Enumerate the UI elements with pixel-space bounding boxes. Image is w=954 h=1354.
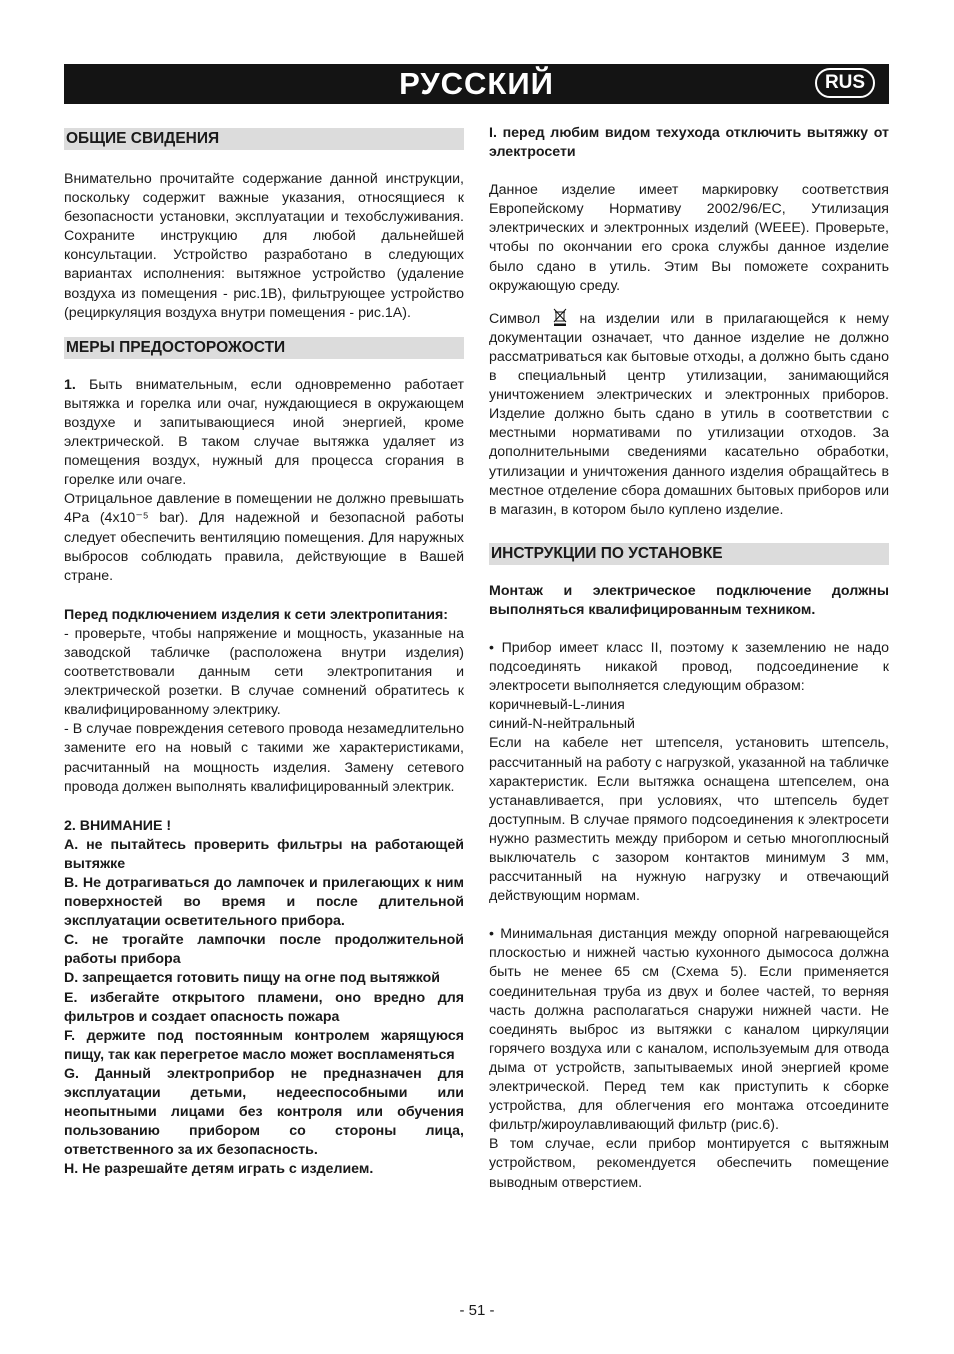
weee-paragraph-2-text: на изделии или в прилагающейся к нему документации означает, что данное изделие не должно рассматриваться как бытовые отходы, а должно быть сдано в специальный центр утилизации, занимающийся уничтожением электрических и электронных приборов. Изделие должно быть сдано в утиль в соответствии с местными нормативами по утилизации отходов. За дополнительными сведениями касательно обработки, утилизации и уничтожения данного изделия обращайтесь в местное отделение сбора домашних бытовых приборов или в магазин, в котором было куплено изделие. xyxy=(489,310,889,518)
before-connect-title: Перед подключением изделия к сети электропитания: xyxy=(64,606,448,623)
general-info-text: Внимательно прочитайте содержание данной инструкции, поскольку содержит важные указания, относящиеся к безопасности установки, эксплуатации и техобслуживания. Сохраните инструкцию для любой дальнейшей консультации. Устройство разработано в следующих вариантах исполнения: вытяжное устройство (удаление воздуха из помещения - рис.1B), фильтрующее устройство (рециркуляция воздуха внутри помещения - рис.1A). xyxy=(64,171,464,321)
attention-item: E. избегайте открытого пламени, оно вредно для фильтров и создает опасность пожара xyxy=(64,989,464,1025)
attention-item: F. держите под постоянным контролем жарящуюся пищу, так как перегретое масло может воспламеняться xyxy=(64,1027,464,1063)
weee-paragraph-2 xyxy=(489,308,889,520)
right-column xyxy=(489,124,889,1193)
page-title: РУССКИЙ xyxy=(399,66,554,101)
attention-item: G. Данный электроприбор не предназначен для эксплуатации детьми, недееспособными или неопытными лицами без контроля или обучения пользованию прибором со стороны лица, ответственного за их безопасность. xyxy=(64,1065,464,1159)
installation-intro: Монтаж и электрическое подключение должны выполняться квалифицированным техником. xyxy=(489,582,889,618)
pressure-note: Отрицальное давление в помещении не должно превышать 4Pa (4x10⁻⁵ bar). Для надежной и безопасной работы следует обеспечить вентиляцию помещения. Для наружных выбросов соблюдать правила, действующие в Вашей стране. xyxy=(64,491,464,584)
left-column xyxy=(64,124,464,1180)
page-number: - 51 - xyxy=(459,1302,495,1319)
section-heading-precautions: МЕРЫ ПРЕДОСТОРОЖОСТИ xyxy=(64,337,464,359)
installation-distance: • Минимальная дистанция между опорной нагревающейся плоскостью и нижней частью кухонного дымососа должна быть не менее 65 см (Схема 5). Если применяется соединительная труба из двух и более частей, то верняя часть должна располагаться снаружи нижней части. Не соединять выброс из вытяжки с каналом циркуляции горячего воздуха или с каналом, используемым для отвода дыма от устройств, запытываемых иной энергией кроме электрической. Перед тем как приступить к сборке устройства, для облегчения его монтажа отсоедините фильтр/жироулавливающий фильтр (рис.6). xyxy=(489,926,889,1134)
wire-blue: синий-N-нейтральный xyxy=(489,716,635,733)
section-heading-installation: ИНСТРУКЦИИ ПО УСТАНОВКЕ xyxy=(489,543,889,565)
installation-class-ii: • Прибор имеет класс II, поэтому к заземлению не надо подсоединять никакой провод, подсоединение к электросети выполняется следующим образом: xyxy=(489,639,889,695)
weee-symbol-label: Символ xyxy=(489,310,541,327)
language-banner xyxy=(64,64,889,104)
wire-brown: коричневый-L-линия xyxy=(489,697,625,714)
maintenance-item-i: I. перед любим видом техухода отключить вытяжку от электросети xyxy=(489,125,889,161)
weee-bin-icon xyxy=(553,308,567,326)
installation-plug: Если на кабеле нет штепселя, установить штепсель, рассчитанный на работу с нагрузкой, указанной на табличке характеристик. Если вытяжка оснащена штепселем, она устанавливается, при условиях, что штепсель будет доступным. В случае прямого подсоединения к электросети нужно разместить между прибором и сетью многоплюсный выключатель с зазором контактов минимум 3 мм, рассчитанный на нужную нагрузку и отвечающий действующим нормам. xyxy=(489,735,889,905)
precaution-1-number: 1. xyxy=(64,376,76,393)
before-connect-item-2: - В случае повреждения сетевого провода незамедлительно замените его на новый с такими же характеристиками, расчитанный на мощность изделия. Замену сетевого провода должен выполнять квалифицированный электрик. xyxy=(64,721,464,795)
attention-item: H. Не разрешайте детям играть с изделием. xyxy=(64,1161,374,1178)
section-heading-general: ОБЩИЕ СВИДЕНИЯ xyxy=(64,128,464,150)
weee-paragraph-1: Данное изделие имеет маркировку соответствия Европейскому Нормативу 2002/96/EC, Утилизация электрических и электронных изделий (WEEE). Проверьте, чтобы по окончании его срока службы данное изделие было сдано в утиль. Этим Вы поможете сохранить окружающую среду. xyxy=(489,182,889,294)
attention-item: B. Не дотрагиваться до лампочек и прилегающих к ним поверхностей во время и после длительной эксплуатации осветительного прибора. xyxy=(64,875,464,930)
attention-title: 2. ВНИМАНИЕ ! xyxy=(64,817,172,834)
before-connect-item-1: - проверьте, чтобы напряжение и мощность, указанные на заводской табличке (расположена внутри изделия) соответствовали данным сети электропитания и электрической розетки. В случае сомнений обратитесь к квалифицированному электрику. xyxy=(64,625,464,719)
attention-item: A. не пытайтесь проверить фильтры на работающей вытяжке xyxy=(64,836,464,872)
attention-item: C. не трогайте лампочки после продолжительной работы прибора xyxy=(64,932,464,968)
precaution-1 xyxy=(64,376,464,491)
language-badge: RUS xyxy=(815,68,875,98)
installation-extraction: В том случае, если прибор монтируется с вытяжным устройством, рекомендуется обеспечить помещение выводным отверстием. xyxy=(489,1136,889,1191)
precaution-1-text: Быть внимательным, если одновременно работает вытяжка и горелка или очаг, нуждающиеся в окружающем воздухе и запитывающиеся иной энергией, кроме электрической. В таком случае вытяжка удаляет из помещения воздух, нужный для процесса сгорания в горелке или очаге. xyxy=(64,376,464,489)
attention-item: D. запрещается готовить пищу на огне под вытяжкой xyxy=(64,970,441,987)
